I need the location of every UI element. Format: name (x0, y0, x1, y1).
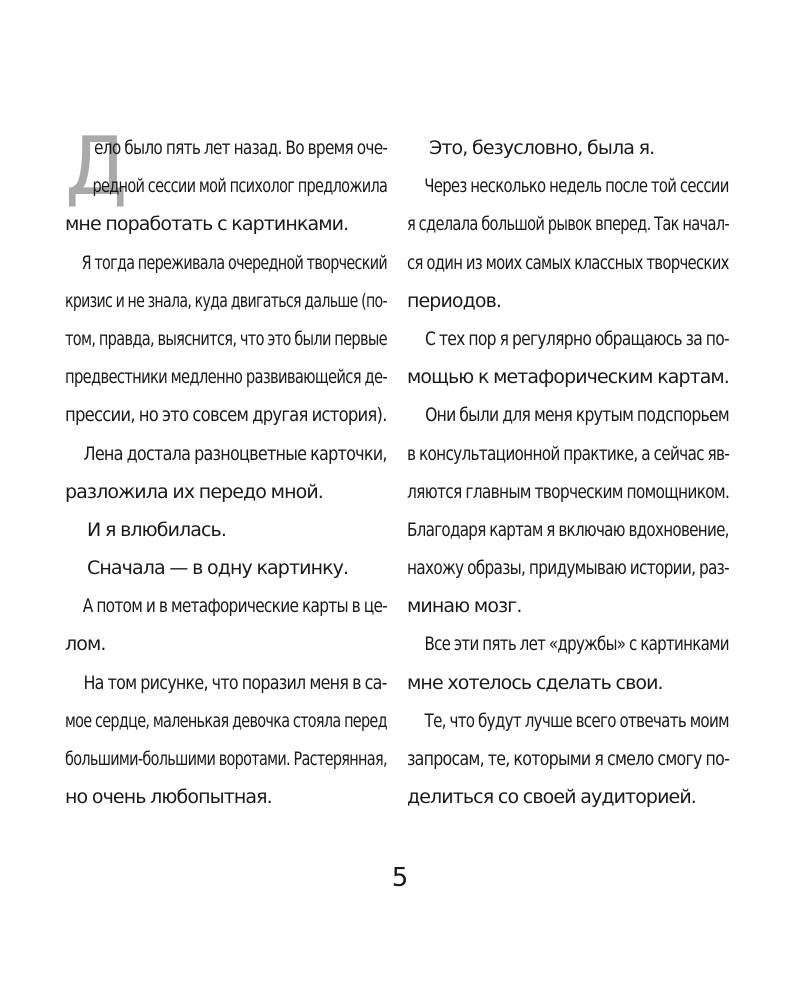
text-line: мощью к метафорическим картам. (407, 366, 729, 389)
text-line: Я тогда переживала очередной творческий (81, 251, 387, 274)
text-line: Сначала — в одну картинку. (87, 557, 349, 580)
text-line: большими-большими воротами. Растерянная, (65, 748, 387, 770)
text-line: А потом и в метафорические карты в це- (82, 595, 387, 618)
text-line: мне поработать с картинками. (65, 213, 349, 236)
drop-cap-letter: Д (65, 120, 128, 213)
text-line: прессии, но это совсем другая история). (65, 404, 387, 427)
text-line: том, правда, выяснится, что это были первые (65, 327, 387, 350)
text-line: Они были для меня крутым подспорьем (425, 404, 729, 427)
text-line: Это, безусловно, была я. (429, 137, 655, 159)
text-line: я сделала большой рывок вперед. Так начал- (407, 213, 729, 236)
text-line: ся один из моих самых классных творческих (407, 251, 729, 274)
left-text-column (65, 120, 388, 816)
text-line: периодов. (407, 289, 502, 312)
text-line: ело было пять лет назад. Во время оче- (94, 137, 388, 159)
text-line: Благодаря картам я включаю вдохновение, (407, 518, 729, 541)
text-line: Все эти пять лет «дружбы» с картинками (424, 633, 729, 656)
text-line: На том рисунке, что поразил меня в са- (83, 671, 387, 694)
text-line: Те, что будут лучше всего отвечать моим (424, 709, 729, 732)
text-line: предвестники медленно развивающейся де- (65, 366, 387, 389)
right-text-column (407, 129, 729, 816)
text-line: делиться со своей аудиторией. (407, 786, 696, 809)
text-line: Через несколько недель после той сессии (424, 175, 729, 198)
text-line: нахожу образы, придумываю истории, раз- (407, 557, 729, 580)
text-line: И я влюбилась. (87, 518, 226, 541)
text-line: лом. (65, 633, 106, 656)
text-line: редной сессии мой психолог предложила (92, 175, 388, 198)
text-line: ляются главным творческим помощником. (407, 480, 730, 503)
text-line: минаю мозг. (407, 595, 522, 618)
text-line: в консультационной практике, а сейчас яв- (407, 442, 730, 465)
text-line: но очень любопытная. (65, 786, 272, 809)
text-line: запросам, те, которыми я смело смогу по- (407, 748, 730, 770)
text-line: разложила их передо мной. (65, 480, 323, 503)
text-line: мне хотелось сделать свои. (407, 671, 663, 694)
text-line: Лена достала разноцветные карточки, (83, 442, 387, 465)
page-number: 5 (391, 863, 409, 893)
text-line: мое сердце, маленькая девочка стояла перед (65, 709, 387, 732)
text-line: С тех пор я регулярно обращаюсь за по- (425, 327, 729, 350)
text-line: кризис и не знала, куда двигаться дальше (по- (65, 289, 387, 312)
